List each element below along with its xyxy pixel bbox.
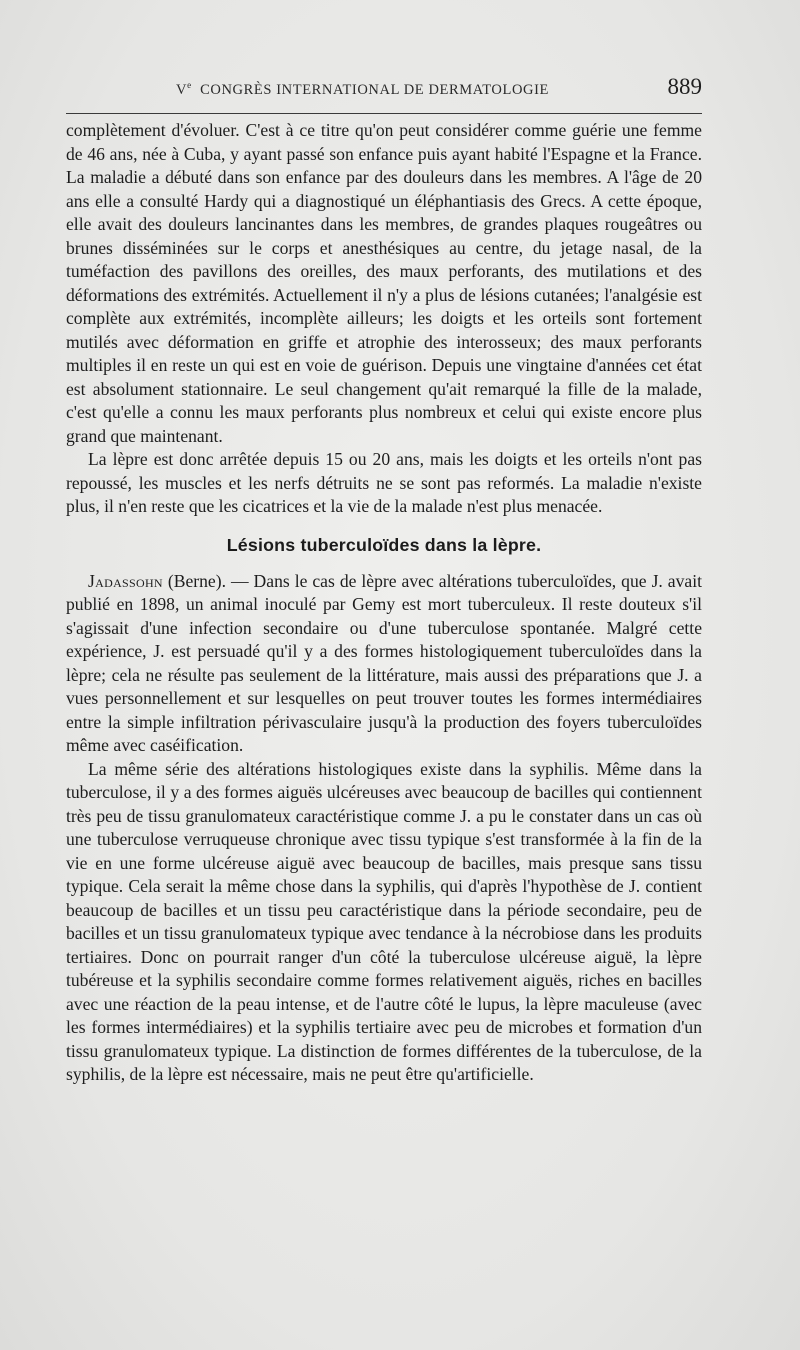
running-title [176,80,549,99]
section-heading: Lésions tuberculoïdes dans la lèpre. [226,534,542,555]
page-number: 889 [667,74,702,99]
author-name: Jadassohn [88,570,163,591]
paragraph-continued: complètement d'évoluer. C'est à ce titre qu'on peut considérer comme guérie une femme de 46 ans, née à Cuba, y ayant passé son enfance puis ayant habité l'Espagne et la France. La maladie a débuté dans son enfance par des douleurs dans les membres. A l'âge de 20 ans elle a consulté Hardy qui a diagnostiqué un éléphantiasis des Grecs. A cette époque, elle avait des douleurs lancinantes dans les membres, de grandes plaques rougeâtres ou brunes disséminées sur le corps et anesthésiques au centre, du jetage nasal, de la tuméfaction des pavillons des oreilles, des maux perforants, des mutilations et des déformations des extrémités. Actuellement il n'y a plus de lésions cutanées; l'analgésie est complète aux extrémités, incomplète ailleurs; les doigts et les orteils sont fortement mutilés avec déformation en griffe et atrophie des interosseux; des maux perforants multiples il en reste un qui est en voie de guérison. Depuis une vingtaine d'années cet état est absolument stationnaire. Le seul changement qu'ait remarqué la fille de la malade, c'est qu'elle a connu les maux perforants plus nombreux et celui qui existe encore plus grand que maintenant. [66,120,702,446]
paragraph-conclusion: La lèpre est donc arrêtée depuis 15 ou 20 ans, mais les doigts et les orteils n'ont pas repoussé, les muscles et les nerfs détruits ne se sont pas reformés. La maladie n'existe plus, il n'en reste que les cicatrices et la vie de la malade n'est plus menacée. [66,449,702,516]
body-text [66,119,702,1087]
header-rule [66,113,702,114]
paragraph-jadassohn [66,570,702,758]
paragraph-histology: La même série des altérations histologiques existe dans la syphilis. Même dans la tuberculose, il y a des formes aiguës ulcéreuses avec beaucoup de bacilles qui contiennent très peu de tissu granulomateux caractéristique comme J. a pu le constater dans un cas où une tuberculose verruqueuse chronique avec tissu typique s'est transformée à la fin de la vie en une forme ulcéreuse aiguë avec beaucoup de bacilles, mais presque sans tissu typique. Cela serait la même chose dans la syphilis, qui d'après l'hypothèse de J. contient beaucoup de bacilles et un tissu peu caractéristique dans la période secondaire, peu de bacilles et un tissu granulomateux typique avec tendance à la nécrobiose dans les produits tertiaires. Donc on pourrait ranger d'un côté la tuberculose ulcéreuse aiguë, la lèpre tubéreuse et la syphilis secondaire comme formes relativement aiguës, riches en bacilles avec une réaction de la peau intense, et de l'autre côté le lupus, la lèpre maculeuse (avec les formes intermédiaires) et la syphilis tertiaire avec peu de microbes et formation d'un tissu granulomateux typique. La distinction de formes différentes de la tuberculose, de la syphilis, de la lèpre est nécessaire, mais ne peut être qu'artificielle. [66,758,702,1084]
running-header [66,74,702,104]
congress-ordinal: V [176,82,188,98]
running-title-text: CONGRÈS INTERNATIONAL DE DERMATOLOGIE [200,82,549,98]
ordinal-suffix: e [187,80,192,90]
paragraph-jadassohn-text: (Berne). — Dans le cas de lèpre avec altérations tuberculoïdes, que J. avait publié en 1898, un animal inoculé par Gemy est mort tuberculeux. Il reste douteux s'il s'agissait d'une infection secondaire ou d'une tuberculose spontanée. Malgré cette expérience, J. est persuadé qu'il y a des formes histologiquement tuberculoïdes dans la lèpre; cela ne résulte pas seulement de la littérature, mais aussi des préparations que J. a vues personnellement et sur lesquelles on peut trouver toutes les formes intermédiaires entre la simple infiltration périvasculaire jusqu'à la production des foyers tuberculoïdes même avec caséification. [66,570,702,755]
